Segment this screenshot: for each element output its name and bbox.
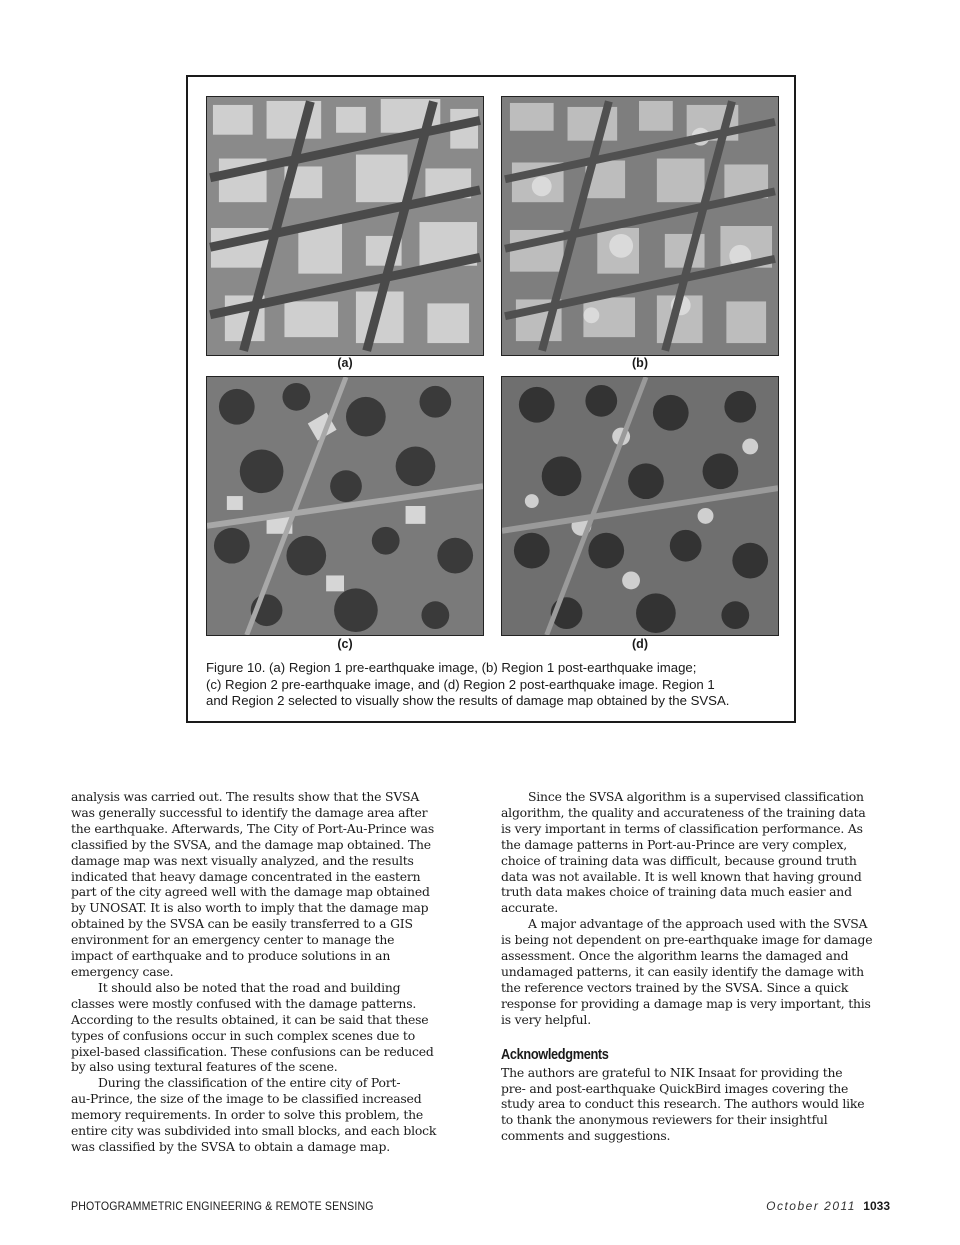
text-line: study area to conduct this research. The authors would like [501, 1096, 865, 1112]
text-line: by UNOSAT. It is also worth to imply that the damage map [71, 900, 429, 916]
region2-post-earthquake-image [501, 376, 779, 636]
paragraph [71, 980, 481, 1075]
text-line: is very important in terms of classification performance. As [501, 820, 863, 836]
text-line: obtained by the SVSA can be easily transferred to a GIS [71, 916, 413, 932]
text-line: indicated that heavy damage concentrated in the eastern [71, 868, 421, 884]
text-line: emergency case. [71, 963, 174, 979]
issue-date: October 2011 [766, 1199, 856, 1213]
text-line: According to the results obtained, it can be said that these [71, 1011, 429, 1027]
text-line: memory requirements. In order to solve this problem, the [71, 1107, 424, 1123]
text-line: classified by the SVSA, and the damage map obtained. The [71, 836, 431, 852]
text-line: undamaged patterns, it can easily identify the damage with [501, 963, 864, 979]
text-line: pre- and post-earthquake QuickBird images covering the [501, 1080, 849, 1096]
figure-10 [186, 75, 796, 723]
text-line: is very helpful. [501, 1011, 591, 1027]
page-number: 1033 [863, 1199, 890, 1213]
text-line: was generally successful to identify the damage area after [71, 804, 428, 820]
text-line: During the classification of the entire city of Port- [98, 1075, 401, 1091]
text-line: truth data makes choice of training data much easier and [501, 884, 852, 900]
text-line: analysis was carried out. The results show that the SVSA [71, 789, 420, 804]
text-line: is being not dependent on pre-earthquake image for damage [501, 932, 873, 948]
panel-label-c: (c) [337, 637, 353, 651]
text-line: The authors are grateful to NIK Insaat for providing the [501, 1064, 843, 1080]
text-line: the reference vectors trained by the SVSA. Since a quick [501, 979, 849, 995]
text-line: pixel-based classification. These confusions can be reduced [71, 1043, 434, 1059]
text-line: response for providing a damage map is very important, this [501, 995, 871, 1011]
text-line: entire city was subdivided into small blocks, and each block [71, 1123, 437, 1139]
text-line: impact of earthquake and to produce solutions in an [71, 948, 391, 964]
text-line: types of confusions occur in such complex scenes due to [71, 1027, 415, 1043]
paragraph [501, 789, 911, 916]
text-line: classes were mostly confused with the damage patterns. [71, 995, 417, 1011]
caption-line: Figure 10. (a) Region 1 pre-earthquake image, (b) Region 1 post-earthquake image; [206, 660, 697, 675]
region1-post-earthquake-image [501, 96, 779, 356]
right-column [501, 789, 911, 1144]
paragraph [71, 1075, 481, 1155]
paragraph [501, 1065, 911, 1145]
text-line: assessment. Once the algorithm learns the damaged and [501, 948, 849, 964]
caption-line: and Region 2 selected to visually show the results of damage map obtained by the SVSA. [206, 693, 730, 708]
text-line: to thank the anonymous reviewers for their insightful [501, 1112, 828, 1128]
footer-page-info [766, 1199, 890, 1213]
text-line: It should also be noted that the road and building [98, 979, 401, 995]
panel-label-d: (d) [632, 637, 648, 651]
text-line: by also using textural features of the scene. [71, 1059, 338, 1075]
paragraph [501, 916, 911, 1027]
text-line: Since the SVSA algorithm is a supervised classification [528, 789, 864, 804]
panel-label-a: (a) [337, 356, 353, 370]
paragraph [71, 789, 481, 980]
region1-pre-earthquake-image [206, 96, 484, 356]
text-line: data was not available. It is well known that having ground [501, 868, 862, 884]
text-line: comments and suggestions. [501, 1128, 671, 1144]
figure-caption [206, 660, 781, 710]
text-line: A major advantage of the approach used with the SVSA [528, 916, 868, 932]
text-line: the earthquake. Afterwards, The City of Port-Au-Prince was [71, 820, 435, 836]
text-line: environment for an emergency center to manage the [71, 932, 395, 948]
region2-pre-earthquake-image [206, 376, 484, 636]
text-line: part of the city agreed well with the damage map obtained [71, 884, 430, 900]
text-line: damage map was next visually analyzed, and the results [71, 852, 414, 868]
journal-name: PHOTOGRAMMETRIC ENGINEERING & REMOTE SENSING [71, 1199, 374, 1213]
text-line: the damage patterns in Port-au-Prince are very complex, [501, 836, 848, 852]
text-line: accurate. [501, 900, 559, 916]
panel-label-b: (b) [632, 356, 648, 370]
text-line: choice of training data was difficult, because ground truth [501, 852, 857, 868]
acknowledgments-heading: Acknowledgments [501, 1045, 609, 1063]
caption-line: (c) Region 2 pre-earthquake image, and (d) Region 2 post-earthquake image. Region 1 [206, 676, 715, 692]
text-line: au-Prince, the size of the image to be classified increased [71, 1091, 422, 1107]
left-column [71, 789, 481, 1155]
text-line: algorithm, the quality and accurateness of the training data [501, 804, 866, 820]
text-line: was classified by the SVSA to obtain a damage map. [71, 1138, 390, 1154]
